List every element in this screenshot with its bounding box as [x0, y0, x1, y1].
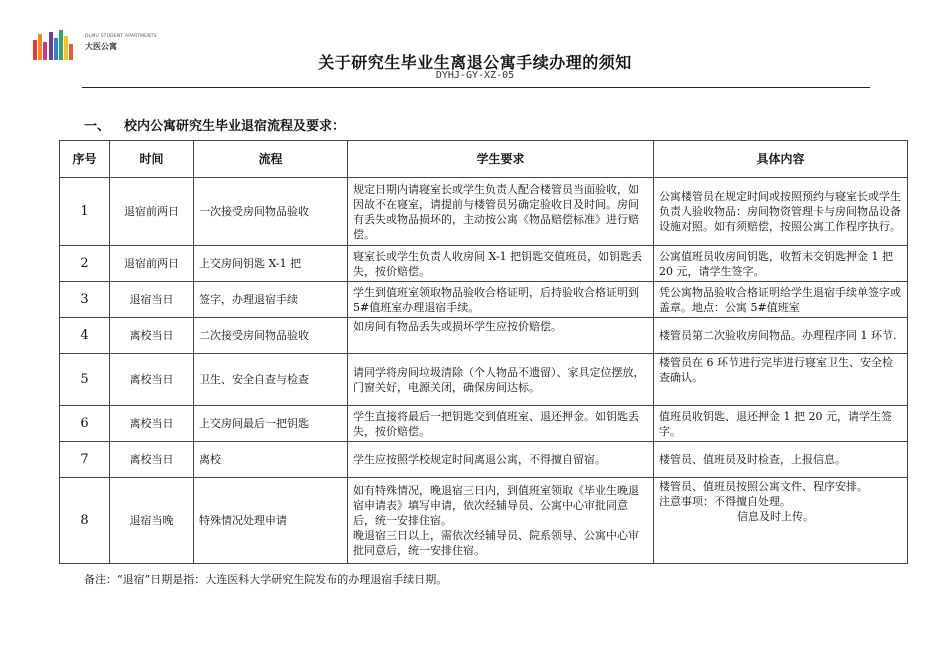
detail-line: 注意事项：不得擅自处理。: [659, 495, 791, 508]
table-row: [60, 478, 908, 564]
cell-no: 6: [60, 406, 110, 442]
header-process: 流程: [194, 141, 348, 178]
cell-time: 离校当日: [110, 406, 194, 442]
requirement-line: 如有特殊情况，晚退宿三日内，到值班室领取《毕业生晚退宿申请表》填写申请，依次经辅导员、公寓中心审批同意后，统一安排住宿。: [353, 484, 639, 527]
cell-no: 3: [60, 282, 110, 318]
cell-time: 离校当日: [110, 442, 194, 478]
cell-process: 特殊情况处理申请: [194, 478, 348, 564]
cell-detail: [654, 478, 908, 564]
logo-cn-text: 大医公寓: [85, 42, 117, 51]
cell-time: 退宿当晚: [110, 478, 194, 564]
cell-time: 退宿前两日: [110, 178, 194, 246]
cell-no: 7: [60, 442, 110, 478]
cell-no: 1: [60, 178, 110, 246]
cell-requirement: 学生到值班室领取物品验收合格证明，后持验收合格证明到 5#值班室办理退宿手续。: [348, 282, 654, 318]
cell-requirement: 如房间有物品丢失或损坏学生应按价赔偿。: [348, 318, 654, 354]
cell-no: 2: [60, 246, 110, 282]
cell-time: 离校当日: [110, 318, 194, 354]
cell-process: 离校: [194, 442, 348, 478]
detail-line: 楼管员、值班员按照公寓文件、程序安排。: [659, 480, 868, 493]
cell-process: 上交房间最后一把钥匙: [194, 406, 348, 442]
header-detail: 具体内容: [654, 141, 908, 178]
cell-process: 上交房间钥匙 X-1 把: [194, 246, 348, 282]
cell-time: 退宿前两日: [110, 246, 194, 282]
table-row: [60, 282, 908, 318]
cell-requirement: 请同学将房间垃圾清除（个人物品不遗留）、家具定位摆放，门窗关好，电源关闭，确保房间达标。: [348, 354, 654, 406]
cell-requirement: [348, 478, 654, 564]
detail-line: 信息及时上传。: [737, 510, 814, 523]
cell-detail: 值班员收钥匙、退还押金 1 把 20 元，请学生签字。: [654, 406, 908, 442]
cell-requirement: 学生直接将最后一把钥匙交到值班室、退还押金。如钥匙丢失，按价赔偿。: [348, 406, 654, 442]
cell-no: 4: [60, 318, 110, 354]
table-header-row: [60, 141, 908, 178]
cell-requirement: 学生应按照学校规定时间离退公寓，不得擅自留宿。: [348, 442, 654, 478]
cell-detail: 凭公寓物品验收合格证明给学生退宿手续单签字或盖章。地点：公寓 5#值班室: [654, 282, 908, 318]
header-no: 序号: [60, 141, 110, 178]
cell-time: 离校当日: [110, 354, 194, 406]
table-row: [60, 178, 908, 246]
table-row: [60, 246, 908, 282]
cell-detail: 公寓值班员收房间钥匙，收暂未交钥匙押金 1 把 20 元，请学生签字。: [654, 246, 908, 282]
section-heading: [84, 115, 345, 134]
cell-requirement: 规定日期内请寝室长或学生负责人配合楼管员当面验收，如因故不在寝室，请提前与楼管员另确定验收日及时间。房间有丢失或物品损坏的，主动按公寓《物品赔偿标准》进行赔偿。: [348, 178, 654, 246]
cell-detail: 公寓楼管员在规定时间或按照预约与寝室长或学生负责人验收物品：房间物资管理卡与房间物品设备设施对照。如有须赔偿，按照公寓工作程序执行。: [654, 178, 908, 246]
checkout-process-table: [59, 140, 908, 564]
cell-process: 卫生、安全自查与检查: [194, 354, 348, 406]
cell-no: 5: [60, 354, 110, 406]
header-requirement: 学生要求: [348, 141, 654, 178]
section-title: 校内公寓研究生毕业退宿流程及要求：: [124, 119, 346, 134]
cell-detail: 楼管员、值班员及时检查，上报信息。: [654, 442, 908, 478]
cell-time: 退宿当日: [110, 282, 194, 318]
cell-no: 8: [60, 478, 110, 564]
table-row: [60, 318, 908, 354]
cell-detail: 楼管员在 6 环节进行完毕进行寝室卫生、安全检查确认。: [654, 354, 908, 406]
footnote: 备注：“退宿”日期是指：大连医科大学研究生院发布的办理退宿手续日期。: [84, 573, 448, 586]
document-code: DYHJ-GY-XZ-05: [435, 70, 515, 81]
document-title: 关于研究生毕业生离退公寓手续办理的须知: [318, 53, 632, 72]
cell-process: 签字，办理退宿手续: [194, 282, 348, 318]
table-row: [60, 442, 908, 478]
cell-detail: 楼管员第二次验收房间物品。办理程序同 1 环节.: [654, 318, 908, 354]
table-row: [60, 406, 908, 442]
cell-process: 二次接受房间物品验收: [194, 318, 348, 354]
table-row: [60, 354, 908, 406]
cell-process: 一次接受房间物品验收: [194, 178, 348, 246]
section-number: 一、: [84, 119, 111, 134]
requirement-line: 晚退宿三日以上，需依次经辅导员、院系领导、公寓中心审批同意后，统一安排住宿。: [353, 529, 639, 557]
header-time: 时间: [110, 141, 194, 178]
header-divider: [82, 87, 870, 88]
logo-en-text: DLMU STUDENT APARTMENTS: [85, 34, 157, 39]
cell-requirement: 寝室长或学生负责人收房间 X-1 把钥匙交值班员，如钥匙丢失，按价赔偿。: [348, 246, 654, 282]
